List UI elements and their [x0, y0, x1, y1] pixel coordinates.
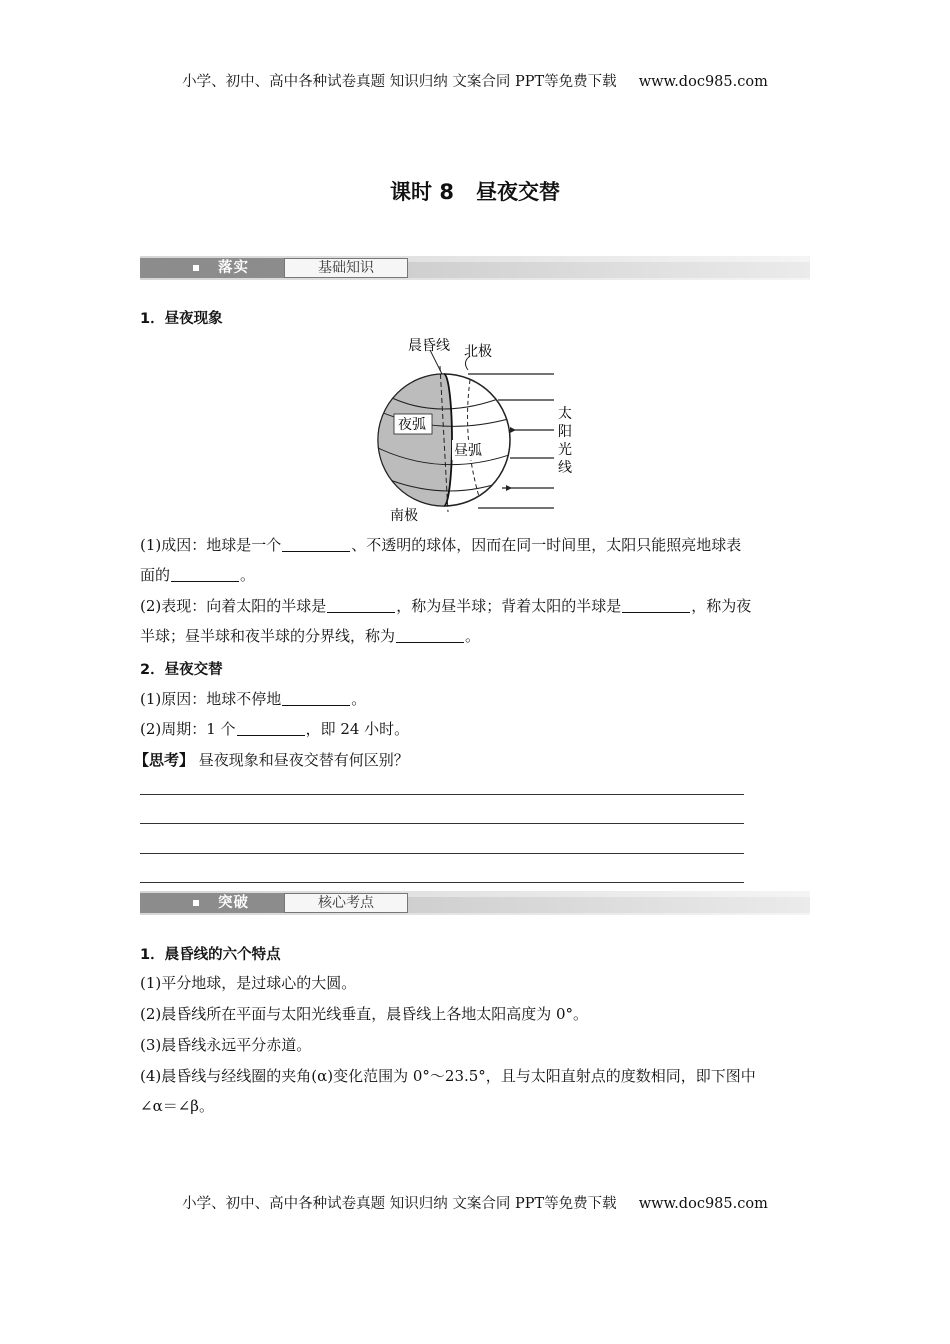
q1-cause-text-c: 面的	[140, 566, 171, 584]
answer-line[interactable]	[140, 794, 744, 795]
answer-blank[interactable]	[327, 596, 395, 613]
label-north-pole: 北极	[464, 344, 492, 360]
q1-cause-paragraph	[140, 530, 812, 590]
q2-period-text-a: (2)周期：1 个	[140, 720, 236, 738]
answer-blank[interactable]	[237, 719, 305, 736]
answer-line[interactable]	[140, 823, 744, 824]
answer-blank[interactable]	[282, 535, 350, 552]
q1-manifest-text-a: (2)表现：向着太阳的半球是	[140, 597, 327, 615]
k1-line-1: (1)平分地球，是过球心的大圆。	[140, 974, 357, 992]
square-bullet-icon	[193, 900, 199, 906]
section-bar-shade	[408, 897, 810, 913]
q2-reason-line	[140, 684, 812, 714]
q1-manifest-text-e: 。	[465, 627, 481, 645]
label-sun-4: 线	[558, 460, 572, 476]
q1-manifest-text-b: ，称为昼半球；背着太阳的半球是	[396, 597, 622, 615]
answer-blank[interactable]	[282, 689, 350, 706]
label-south-pole: 南极	[390, 508, 418, 524]
footer-text: 小学、初中、高中各种试卷真题 知识归纳 文案合同 PPT等免费下载	[182, 1196, 617, 1212]
header-text: 小学、初中、高中各种试卷真题 知识归纳 文案合同 PPT等免费下载	[182, 74, 617, 90]
q1-manifest-text-c: ，称为夜	[691, 597, 752, 615]
day-night-figure	[370, 330, 590, 525]
section-box-label: 基础知识	[284, 258, 408, 278]
title-topic: 昼夜交替	[475, 180, 560, 204]
header-site[interactable]: www.doc985.com	[638, 74, 768, 90]
footer-site[interactable]: www.doc985.com	[638, 1196, 768, 1212]
q2-reason-text-b: 。	[351, 690, 367, 708]
q2-period-line	[140, 714, 812, 744]
q1-cause-text-a: (1)成因：地球是一个	[140, 536, 282, 554]
label-night-arc: 夜弧	[398, 417, 426, 433]
page-header	[0, 70, 950, 91]
section-bar-basics	[140, 256, 810, 280]
label-sun-2: 阳	[558, 424, 572, 440]
q1-cause-text-b: 、不透明的球体，因而在同一时间里，太阳只能照亮地球表	[351, 536, 742, 554]
page-title	[0, 176, 950, 206]
k1-heading: 1．晨昏线的六个特点	[140, 947, 281, 963]
label-day-arc: 昼弧	[454, 443, 482, 459]
night-hemisphere	[378, 374, 452, 506]
k1-line-2: (2)晨昏线所在平面与太阳光线垂直，晨昏线上各地太阳高度为 0°。	[140, 1005, 589, 1023]
section-bar-core	[140, 891, 810, 915]
section-box-label: 核心考点	[284, 893, 408, 913]
label-sun-3: 光	[558, 442, 572, 458]
q2-reason-text-a: (1)原因：地球不停地	[140, 690, 282, 708]
answer-blank[interactable]	[622, 596, 690, 613]
section-tag-dark	[140, 893, 284, 913]
think-tag: 【思考】	[134, 751, 195, 769]
think-text: 昼夜现象和昼夜交替有何区别？	[194, 751, 409, 769]
square-bullet-icon	[193, 265, 199, 271]
answer-line[interactable]	[140, 853, 744, 854]
title-lesson: 课时 8	[390, 180, 454, 204]
label-sun-1: 太	[558, 406, 572, 422]
label-terminator: 晨昏线	[408, 338, 450, 354]
page-footer	[0, 1192, 950, 1213]
k1-line-4-text-b: ∠α＝∠β。	[140, 1097, 214, 1115]
k1-line-4	[140, 1061, 812, 1121]
answer-blank[interactable]	[171, 565, 239, 582]
think-question	[134, 749, 409, 770]
k1-line-4-text-a: (4)晨昏线与经线圈的夹角(α)变化范围为 0°～23.5°，且与太阳直射点的度数相同，即下图中	[140, 1067, 756, 1085]
answer-line[interactable]	[140, 882, 744, 883]
q1-manifest-text-d: 半球；昼半球和夜半球的分界线，称为	[140, 627, 396, 645]
q2-period-text-b: ，即 24 小时。	[305, 720, 410, 738]
section-bar-shade	[408, 262, 810, 278]
section-tag-label: 突破	[218, 895, 249, 911]
q1-manifest-paragraph	[140, 591, 812, 651]
section-tag-dark	[140, 258, 284, 278]
answer-blank[interactable]	[396, 626, 464, 643]
q1-cause-text-d: 。	[240, 566, 256, 584]
q2-heading: 2．昼夜交替	[140, 662, 223, 678]
k1-line-3: (3)晨昏线永远平分赤道。	[140, 1036, 312, 1054]
q1-heading: 1．昼夜现象	[140, 311, 223, 327]
section-tag-label: 落实	[218, 260, 249, 276]
